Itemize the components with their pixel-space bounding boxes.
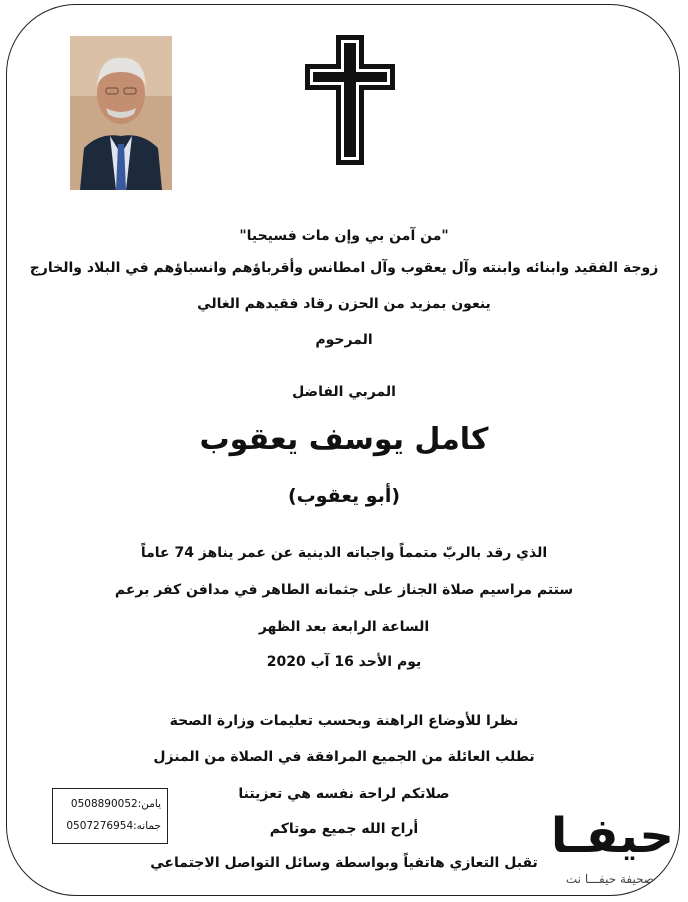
ceremony-date: يوم الأحد 16 آب 2020 — [266, 654, 422, 670]
mourning-text: ينعون بمزيد من الحزن رقاد فقيدهم الغالي — [197, 296, 491, 312]
contact-box — [52, 788, 168, 844]
contact-row — [59, 793, 161, 815]
deceased-name: كامل يوسف يعقوب — [199, 422, 489, 457]
family-text: زوجة الفقيد وابنائه وابنته وآل يعقوب وآل امطانس وأقرباؤهم وانسباؤهم في البلاد والخارج — [29, 260, 659, 276]
notice-line-1: نظرا للأوضاع الراهنة وبحسب تعليمات وزارة الصحة — [169, 713, 519, 729]
deceased-portrait — [70, 36, 172, 190]
late-label: المرحوم — [315, 332, 373, 348]
logo-subtitle: صحيفة حيفـــا نت — [565, 872, 654, 886]
logo-wordmark: حيفـا — [550, 808, 674, 864]
contact-label: يامن: — [137, 798, 161, 810]
notice-line-2: تطلب العائلة من الجميع المرافقة في الصلاة من المنزل — [153, 749, 535, 765]
honorific-title: المربي الفاضل — [292, 384, 396, 400]
haifa-net-logo — [494, 806, 682, 898]
notice-line-3: صلاتكم لراحة نفسه هي تعزيتنا — [238, 786, 450, 802]
deceased-nickname: (أبو يعقوب) — [287, 485, 401, 507]
contact-row — [59, 815, 161, 837]
contact-phone: 0507276954 — [66, 820, 134, 832]
ceremony-text: ستتم مراسيم صلاة الجناز على جثمانه الطاهر في مدافن كفر برعم — [114, 582, 574, 598]
notice-line-5: تقبل التعازي هاتفياً وبواسطة وسائل التواصل الاجتماعي — [150, 855, 538, 871]
contact-label: جمانه: — [133, 820, 161, 832]
latin-cross-icon — [304, 34, 396, 166]
rest-text: الذي رقد بالربّ متمماً واجباته الدينية عن عمر يناهز 74 عاماً — [140, 545, 548, 561]
notice-line-4: أراح الله جميع موتاكم — [269, 821, 419, 837]
ceremony-time: الساعة الرابعة بعد الظهر — [258, 619, 430, 635]
verse-text: "من آمن بي وإن مات فسيحيا" — [239, 228, 449, 244]
contact-phone: 0508890052 — [70, 798, 138, 810]
